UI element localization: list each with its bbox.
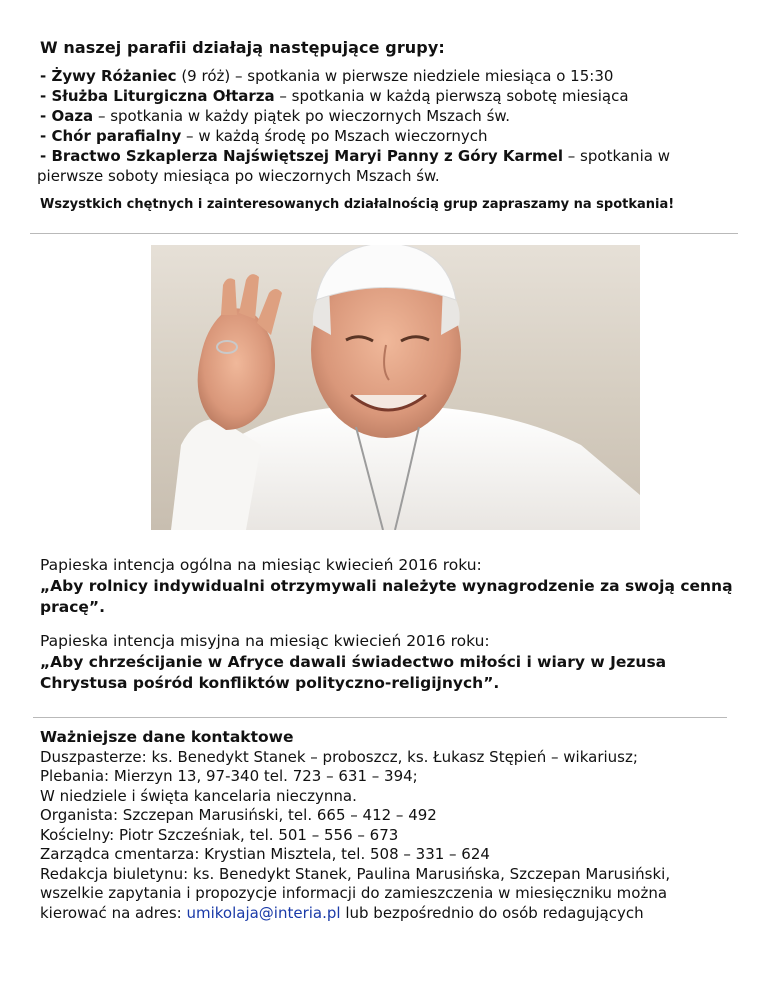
- contact-line: Kościelny: Piotr Szcześniak, tel. 501 – 556 – 673: [40, 825, 399, 844]
- divider-top: [30, 233, 738, 234]
- group-desc-continued: pierwsze soboty miesiąca po wieczornych Mszach św.: [37, 167, 440, 185]
- group-desc: – spotkania w każdy piątek po wieczornych Mszach św.: [93, 107, 511, 125]
- group-item-altar-service: [40, 86, 740, 106]
- general-intention-label: Papieska intencja ogólna na miesiąc kwiecień 2016 roku:: [40, 556, 482, 574]
- group-name: - Bractwo Szkaplerza Najświętszej Maryi Panny z Góry Karmel: [40, 147, 564, 165]
- group-item-choir: [40, 126, 740, 146]
- group-name: - Służba Liturgiczna Ołtarza: [40, 87, 275, 105]
- contact-line-email: [40, 904, 740, 924]
- mission-intention-label: Papieska intencja misyjna na miesiąc kwiecień 2016 roku:: [40, 632, 490, 650]
- group-name: - Chór parafialny: [40, 127, 182, 145]
- divider-bottom: [33, 717, 727, 718]
- group-name: - Żywy Różaniec: [40, 67, 177, 85]
- group-item-oasis: [40, 106, 740, 126]
- contact-line: Organista: Szczepan Marusiński, tel. 665 – 412 – 492: [40, 806, 437, 824]
- contact-line: Plebania: Mierzyn 13, 97-340 tel. 723 – 631 – 394;: [40, 767, 418, 785]
- contacts-section: [40, 728, 740, 923]
- contact-line: W niedziele i święta kancelaria nieczynna.: [40, 786, 357, 805]
- mission-intention: [40, 631, 740, 694]
- groups-list: [37, 66, 740, 186]
- group-name: - Oaza: [40, 107, 94, 125]
- pope-photo: [151, 245, 640, 530]
- group-desc: – spotkania w każdą pierwszą sobotę miesiąca: [274, 87, 629, 105]
- contacts-title: Ważniejsze dane kontaktowe: [40, 728, 294, 746]
- contact-line: wszelkie zapytania i propozycje informacji do zamieszczenia w miesięczniku można: [40, 884, 668, 902]
- email-prefix: kierować na adres:: [40, 903, 187, 922]
- general-intention: [40, 555, 740, 618]
- email-link[interactable]: umikolaja@interia.pl: [186, 903, 341, 922]
- group-desc: – spotkania w: [563, 147, 670, 165]
- email-suffix: lub bezpośrednio do osób redagujących: [340, 903, 644, 922]
- mission-intention-text: „Aby chrześcijanie w Afryce dawali świadectwo miłości i wiary w Jezusa Chrystusa pośród konfliktów polityczno-religijnych”.: [40, 653, 667, 692]
- general-intention-text: „Aby rolnicy indywidualni otrzymywali należyte wynagrodzenie za swoją cenną pracę”.: [40, 577, 733, 616]
- pope-photo-illustration: [151, 245, 640, 530]
- group-desc: – w każdą środę po Mszach wieczornych: [181, 127, 488, 145]
- groups-heading: W naszej parafii działają następujące grupy:: [40, 38, 445, 57]
- group-item-rosary: [40, 66, 740, 86]
- contact-line: Zarządca cmentarza: Krystian Misztela, tel. 508 – 331 – 624: [40, 845, 490, 863]
- contact-line: Duszpasterze: ks. Benedykt Stanek – proboszcz, ks. Łukasz Stępień – wikariusz;: [40, 747, 638, 766]
- group-desc: (9 róż) – spotkania w pierwsze niedziele miesiąca o 15:30: [176, 67, 614, 85]
- contact-line: Redakcja biuletynu: ks. Benedykt Stanek, Paulina Marusińska, Szczepan Marusiński,: [40, 864, 671, 883]
- group-item-scapular: [37, 146, 740, 186]
- groups-invitation: Wszystkich chętnych i zainteresowanych działalnością grup zapraszamy na spotkania!: [40, 197, 675, 212]
